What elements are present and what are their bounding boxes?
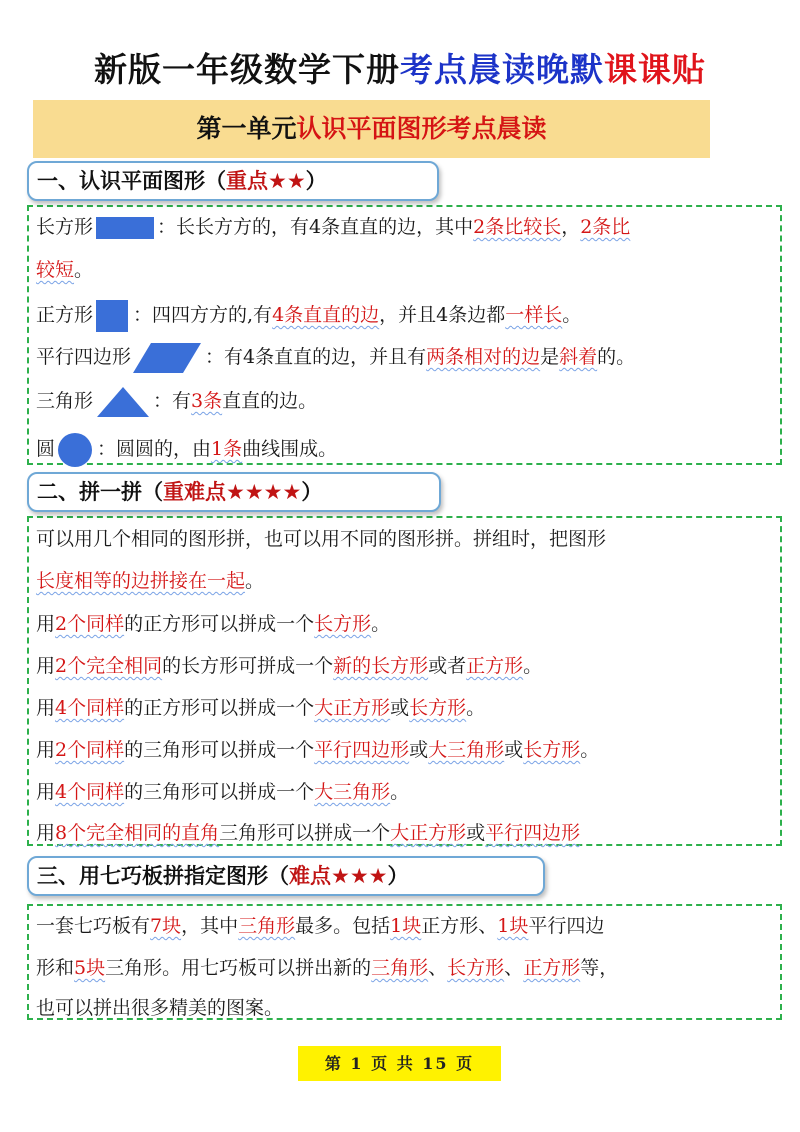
rectangle-name: 长方形 (36, 216, 94, 238)
section1-heading-text: 一、认识平面图形（ (37, 169, 226, 193)
text-segment: 三角形可以拼成一个 (219, 822, 391, 844)
section2-intro-end: 。 (245, 570, 265, 592)
section2-tag: 重难点★★★★ (163, 480, 302, 504)
section3-line3 (36, 995, 283, 1021)
circle-desc: ：圆圆的，由 (97, 438, 212, 460)
text-segment: 最多。包括 (295, 915, 391, 937)
page-number: 第 1 页 共 15 页 (298, 1046, 501, 1081)
rectangle-shape-icon (95, 217, 155, 239)
rectangle-highlight-2b: 较短 (36, 259, 75, 281)
unit-label: 第一单元 (196, 114, 297, 143)
triangle-name: 三角形 (36, 390, 94, 412)
circle-highlight-1: 1条 (211, 438, 243, 460)
text-segment: 或 (466, 822, 486, 844)
rectangle-desc: ：长长方方的，有4条直直的边，其中 (157, 216, 474, 238)
triangle-highlight-1: 3条 (191, 390, 223, 412)
triangle-end: 直直的边。 (222, 390, 318, 412)
text-segment: 用 (36, 697, 56, 719)
circle-line (36, 432, 337, 468)
highlight-text: 三角形 (238, 915, 296, 937)
section2-heading (27, 472, 441, 512)
text-segment: 的三角形可以拼成一个 (124, 739, 315, 761)
highlight-text: 1块 (390, 915, 422, 937)
highlight-text: 大三角形 (428, 739, 505, 761)
section1-close: ） (305, 169, 327, 193)
parallelogram-highlight-1: 两条相对的边 (426, 346, 541, 368)
highlight-text: 2个同样 (55, 739, 125, 761)
text-segment: 的长方形可拼成一个 (162, 655, 334, 677)
title-part2: 考点晨读晚默 (400, 50, 604, 89)
text-segment: 、 (504, 957, 524, 979)
text-segment: 或 (504, 739, 524, 761)
section2-intro-line2 (36, 568, 264, 594)
square-shape-icon (95, 300, 131, 332)
section3-heading-text: 三、用七巧板拼指定图形（ (37, 864, 289, 888)
text-segment: 的正方形可以拼成一个 (124, 613, 315, 635)
square-name: 正方形 (36, 304, 94, 326)
section2-line1 (36, 611, 390, 637)
highlight-text: 大正方形 (390, 822, 467, 844)
highlight-text: 8个完全相同的直角 (55, 822, 220, 844)
text-segment: 或者 (428, 655, 467, 677)
section2-line3 (36, 695, 485, 721)
text-segment: 用 (36, 781, 56, 803)
highlight-text: 正方形 (466, 655, 524, 677)
highlight-text: 长方形 (447, 957, 505, 979)
square-mid: ，并且4条边都 (379, 304, 506, 326)
text-segment: 一套七巧板有 (36, 915, 151, 937)
highlight-text: 2个完全相同 (55, 655, 163, 677)
section2-line4 (36, 737, 599, 763)
triangle-desc: ：有 (153, 390, 192, 412)
section2-line6 (36, 820, 580, 846)
highlight-text: 4个同样 (55, 781, 125, 803)
triangle-shape-icon (95, 387, 151, 417)
circle-shape-icon (57, 432, 95, 468)
text-segment: 的正方形可以拼成一个 (124, 697, 315, 719)
unit-banner (33, 100, 710, 158)
parallelogram-end: 的。 (597, 346, 636, 368)
section1-tag: 重点★★ (226, 169, 306, 193)
text-segment: ，其中 (181, 915, 239, 937)
title-part3: 课课贴 (604, 50, 706, 89)
highlight-text: 三角形 (371, 957, 429, 979)
triangle-line (36, 387, 317, 417)
text-segment: 的三角形可以拼成一个 (124, 781, 315, 803)
text-segment: 正方形、 (421, 915, 498, 937)
circle-end: 曲线围成。 (242, 438, 338, 460)
highlight-text: 5块 (74, 957, 106, 979)
circle-name: 圆 (36, 438, 56, 460)
section1-box (27, 205, 782, 465)
section2-close: ） (301, 480, 323, 504)
text-segment: 。 (466, 697, 486, 719)
parallelogram-mid: 是 (540, 346, 560, 368)
text-segment: 用 (36, 822, 56, 844)
title-part1: 新版一年级数学下册 (94, 50, 400, 89)
rectangle-end: 。 (74, 259, 94, 281)
highlight-text: 长方形 (314, 613, 372, 635)
section3-tag: 难点★★★ (289, 864, 388, 888)
highlight-text: 平行四边形 (485, 822, 581, 844)
rectangle-highlight-2a: 2条比 (580, 216, 631, 238)
parallelogram-name: 平行四边形 (36, 346, 132, 368)
text-segment: 。 (580, 739, 600, 761)
highlight-text: 长方形 (409, 697, 467, 719)
parallelogram-desc: ：有4条直直的边，并且有 (205, 346, 427, 368)
text-segment: 。 (371, 613, 391, 635)
rectangle-highlight-1: 2条比较长 (473, 216, 562, 238)
parallelogram-shape-icon (133, 343, 203, 373)
highlight-text: 1块 (497, 915, 529, 937)
section2-heading-text: 二、拼一拼（ (37, 480, 163, 504)
text-segment: 或 (409, 739, 429, 761)
square-line (36, 300, 581, 332)
highlight-text: 平行四边形 (314, 739, 410, 761)
parallelogram-line (36, 343, 635, 373)
section3-heading (27, 856, 545, 896)
text-segment: 形和 (36, 957, 75, 979)
text-segment: 。 (523, 655, 543, 677)
section1-heading (27, 161, 439, 201)
square-highlight-2: 一样长 (505, 304, 563, 326)
text-segment: 用 (36, 655, 56, 677)
section2-intro: 可以用几个相同的图形拼，也可以用不同的图形拼。拼组时，把图形 (36, 528, 607, 550)
text-segment: 平行四边 (528, 915, 605, 937)
text-segment: 用 (36, 613, 56, 635)
section3-line3-text: 也可以拼出很多精美的图案。 (36, 997, 284, 1019)
text-segment: 或 (390, 697, 410, 719)
square-end: 。 (562, 304, 582, 326)
text-segment: 。 (390, 781, 410, 803)
text-segment: 三角形。用七巧板可以拼出新的 (105, 957, 372, 979)
section2-intro-line (36, 526, 606, 552)
rectangle-line-cont (36, 257, 93, 283)
rectangle-sep: ， (561, 216, 581, 238)
section3-line1 (36, 913, 604, 939)
document-title (0, 44, 800, 91)
highlight-text: 新的长方形 (333, 655, 429, 677)
highlight-text: 4个同样 (55, 697, 125, 719)
text-segment: 、 (428, 957, 448, 979)
highlight-text: 长方形 (523, 739, 581, 761)
parallelogram-highlight-2: 斜着 (559, 346, 598, 368)
text-segment: 等， (580, 957, 619, 979)
highlight-text: 7块 (150, 915, 182, 937)
section3-line2 (36, 955, 618, 981)
highlight-text: 正方形 (523, 957, 581, 979)
section2-intro-highlight: 长度相等的边拼接在一起 (36, 570, 246, 592)
square-highlight-1: 4条直直的边 (272, 304, 380, 326)
text-segment: 用 (36, 739, 56, 761)
rectangle-line (36, 214, 630, 240)
unit-topic: 认识平面图形考点晨读 (296, 114, 547, 143)
highlight-text: 大三角形 (314, 781, 391, 803)
section2-line2 (36, 653, 542, 679)
section3-close: ） (387, 864, 409, 888)
square-desc: ：四四方方的,有 (133, 304, 273, 326)
highlight-text: 2个同样 (55, 613, 125, 635)
section2-line5 (36, 779, 409, 805)
highlight-text: 大正方形 (314, 697, 391, 719)
